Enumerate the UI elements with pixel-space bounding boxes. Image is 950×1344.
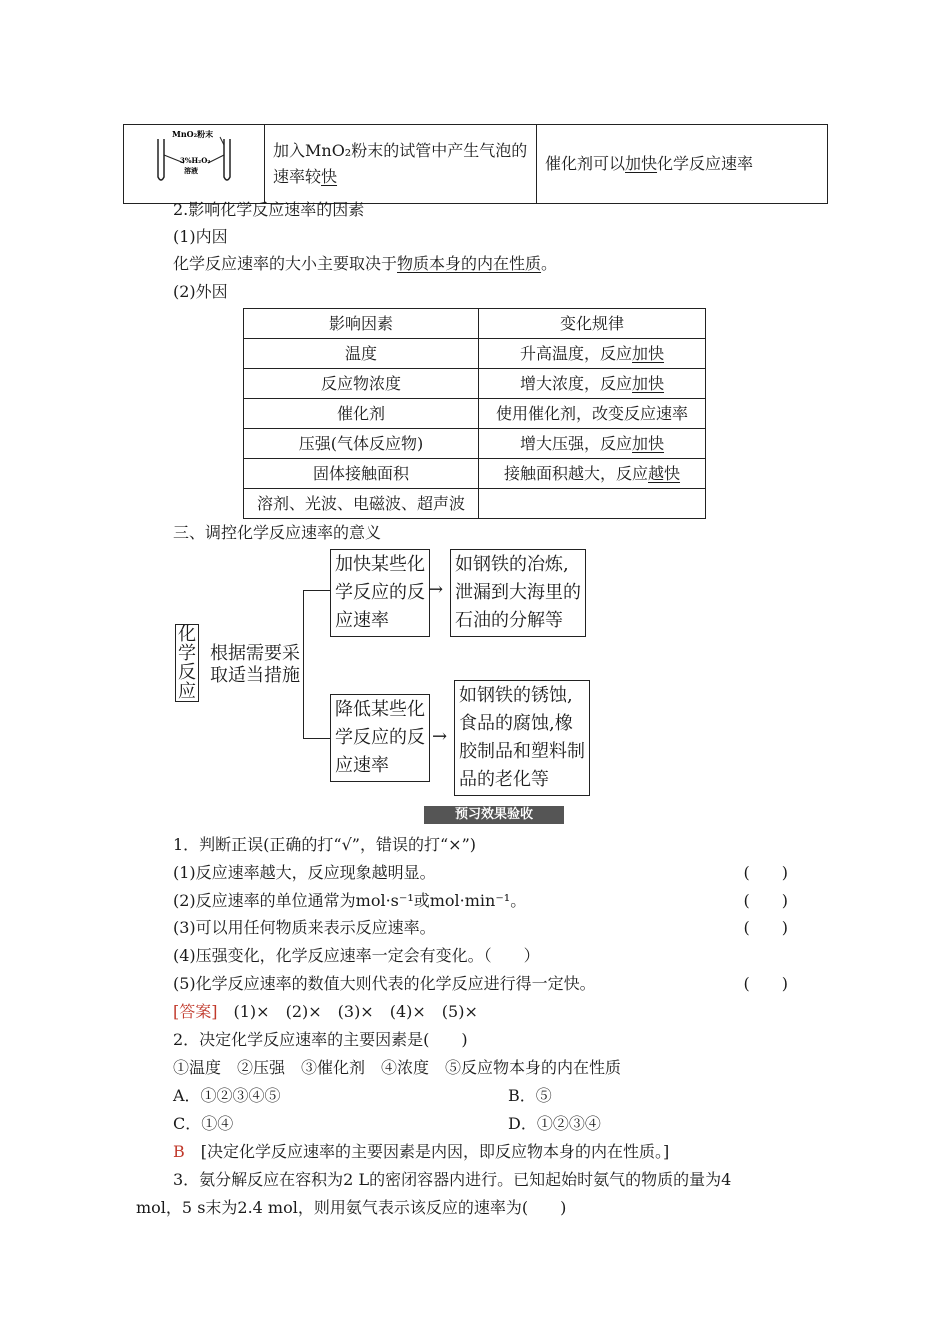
preview-section-header: 预习效果验收 [424,806,564,824]
experiment-illustration [124,125,265,204]
table-row [244,429,706,459]
q2-options: ①温度 ②压强 ③催化剂 ④浓度 ⑤反应物本身的内在性质 [173,1058,622,1077]
q3-line2: mol，5 s末为2.4 mol，则用氨气表示该反应的速率为( ) [136,1198,567,1217]
q1-item: (4)压强变化，化学反应速率一定会有变化。（ ） [173,946,540,965]
diagram-slow-down-result: 如钢铁的锈蚀, 食品的腐蚀,橡 胶制品和塑料制 品的老化等 [454,680,590,796]
q1-item: (1)反应速率越大，反应现象越明显。 ( ) [173,863,788,882]
section-2-title: 2.影响化学反应速率的因素 [173,200,365,219]
test-tube-icon [124,125,263,195]
phenomenon-cell [265,125,537,204]
section-3-title: 三、调控化学反应速率的意义 [173,523,382,542]
table-row [244,399,706,429]
internal-factor-title: (1)内因 [173,227,228,246]
factor-cell: 压强(气体反应物) [244,429,479,459]
arrow-icon: → [432,726,448,747]
q2-option-a: A．①②③④⑤ [173,1086,281,1105]
diagram-middle-text: 根据需要采 取适当措施 [210,643,300,686]
factor-cell: 反应物浓度 [244,369,479,399]
factor-cell: 催化剂 [244,399,479,429]
factor-cell: 温度 [244,339,479,369]
rule-cell: 接触面积越大，反应越快 [479,459,706,489]
q2-option-d: D．①②③④ [508,1114,601,1133]
diagram-speed-up-box: 加快某些化 学反应的反 应速率 [330,549,430,637]
svg-text:MnO₂粉末: MnO₂粉末 [172,129,214,139]
q1-item: (2)反应速率的单位通常为mol·s⁻¹或mol·min⁻¹。 ( ) [173,891,788,910]
header-factor: 影响因素 [244,309,479,339]
rule-cell: 升高温度，反应加快 [479,339,706,369]
table-header-row [244,309,706,339]
diagram-left-box: 化 学 反 应 [175,624,199,702]
arrow-icon: → [428,579,444,600]
table-row [244,339,706,369]
q1-item: (5)化学反应速率的数值大则代表的化学反应进行得一定快。 ( ) [173,974,788,993]
experiment-table [123,124,828,204]
q3-line1: 3．氨分解反应在容积为2 L的密闭容器内进行。已知起始时氨气的物质的量为4 [173,1170,732,1189]
rule-cell: 增大压强，反应加快 [479,429,706,459]
table-row [244,489,706,519]
q2-stem: 2．决定化学反应速率的主要因素是( ) [173,1030,468,1049]
external-factor-title: (2)外因 [173,282,228,301]
factor-cell: 固体接触面积 [244,459,479,489]
svg-text:3%H₂O₂: 3%H₂O₂ [180,156,211,165]
q2-option-c: C．①④ [173,1114,234,1133]
rule-cell [479,489,706,519]
phenomenon-line1: 加入MnO₂粉末的试管中产生气泡的 [273,141,528,160]
q1-item: (3)可以用任何物质来表示反应速率。 ( ) [173,918,788,937]
rule-cell: 使用催化剂，改变反应速率 [479,399,706,429]
svg-text:溶液: 溶液 [184,166,198,175]
factor-cell: 溶剂、光波、电磁波、超声波 [244,489,479,519]
q2-option-b: B．⑤ [508,1086,552,1105]
factor-table [243,308,706,519]
q2-answer: B [决定化学反应速率的主要因素是内因，即反应物本身的内在性质。] [173,1142,670,1161]
diagram-speed-up-result: 如钢铁的冶炼, 泄漏到大海里的 石油的分解等 [450,549,586,637]
phenomenon-line2: 速率较快 [273,167,338,186]
q1-answer: [答案] (1)× (2)× (3)× (4)× (5)× [173,1002,478,1021]
internal-factor-text: 化学反应速率的大小主要取决于物质本身的内在性质。 [173,254,558,273]
rule-cell: 增大浓度，反应加快 [479,369,706,399]
conclusion-cell: 催化剂可以加快化学反应速率 [537,125,828,204]
table-row [244,459,706,489]
header-rule: 变化规律 [479,309,706,339]
diagram-slow-down-box: 降低某些化 学反应的反 应速率 [330,694,430,782]
q1-stem: 1．判断正误(正确的打“√”，错误的打“×”) [173,835,476,854]
table-row [244,369,706,399]
